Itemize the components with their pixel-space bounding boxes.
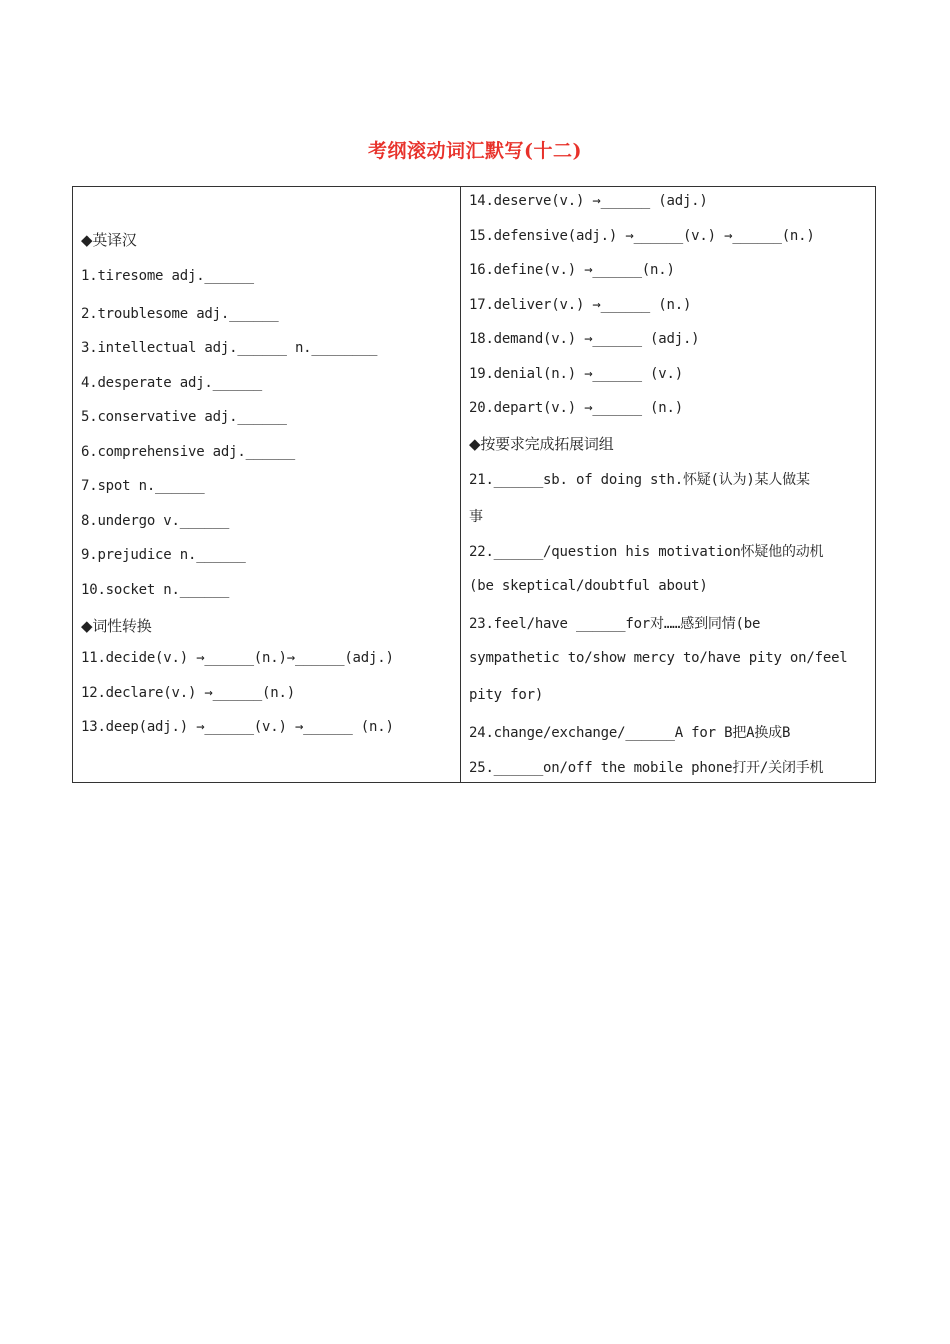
exercise-item-22: 22.______/question his motivation怀疑他的动机 (469, 544, 824, 560)
exercise-table (72, 186, 876, 783)
exercise-item-11: 11.decide(v.) →______(n.)→______(adj.) (81, 650, 394, 666)
exercise-item-1: 1.tiresome adj.______ (81, 268, 254, 284)
exercise-item-25: 25.______on/off the mobile phone打开/关闭手机 (469, 760, 824, 776)
exercise-item-5: 5.conservative adj.______ (81, 409, 287, 425)
exercise-item-3: 3.intellectual adj.______ n.________ (81, 340, 378, 356)
exercise-item-14: 14.deserve(v.) →______ (adj.) (469, 193, 708, 209)
exercise-item-16: 16.define(v.) →______(n.) (469, 262, 675, 278)
exercise-item-13: 13.deep(adj.) →______(v.) →______ (n.) (81, 719, 394, 735)
exercise-item-24: 24.change/exchange/______A for B把A换成B (469, 725, 791, 741)
exercise-item-9: 9.prejudice n.______ (81, 547, 246, 563)
exercise-item-23: 23.feel/have ______for对……感到同情(be (469, 616, 761, 632)
exercise-item-2: 2.troublesome adj.______ (81, 306, 279, 322)
exercise-item-17: 17.deliver(v.) →______ (n.) (469, 297, 692, 313)
section-heading-translation: ◆英译汉 (81, 231, 137, 249)
exercise-item-23-cont2: pity for) (469, 687, 544, 703)
exercise-item-7: 7.spot n.______ (81, 478, 205, 494)
section-heading-conversion: ◆词性转换 (81, 617, 152, 635)
exercise-item-15: 15.defensive(adj.) →______(v.) →______(n.) (469, 228, 815, 244)
exercise-item-23-cont: sympathetic to/show mercy to/have pity on/feel (469, 650, 848, 666)
exercise-item-10: 10.socket n.______ (81, 582, 230, 598)
exercise-item-8: 8.undergo v.______ (81, 513, 230, 529)
exercise-item-20: 20.depart(v.) →______ (n.) (469, 400, 683, 416)
exercise-item-18: 18.demand(v.) →______ (adj.) (469, 331, 700, 347)
exercise-item-22-cont: (be skeptical/doubtful about) (469, 578, 708, 594)
exercise-item-21: 21.______sb. of doing sth.怀疑(认为)某人做某 (469, 472, 810, 488)
page-title: 考纲滚动词汇默写(十二) (368, 140, 582, 162)
column-divider (460, 187, 461, 782)
exercise-item-12: 12.declare(v.) →______(n.) (81, 685, 295, 701)
exercise-item-21-cont: 事 (469, 509, 483, 525)
exercise-item-6: 6.comprehensive adj.______ (81, 444, 295, 460)
section-heading-phrases: ◆按要求完成拓展词组 (469, 435, 614, 453)
exercise-item-4: 4.desperate adj.______ (81, 375, 263, 391)
exercise-item-19: 19.denial(n.) →______ (v.) (469, 366, 683, 382)
